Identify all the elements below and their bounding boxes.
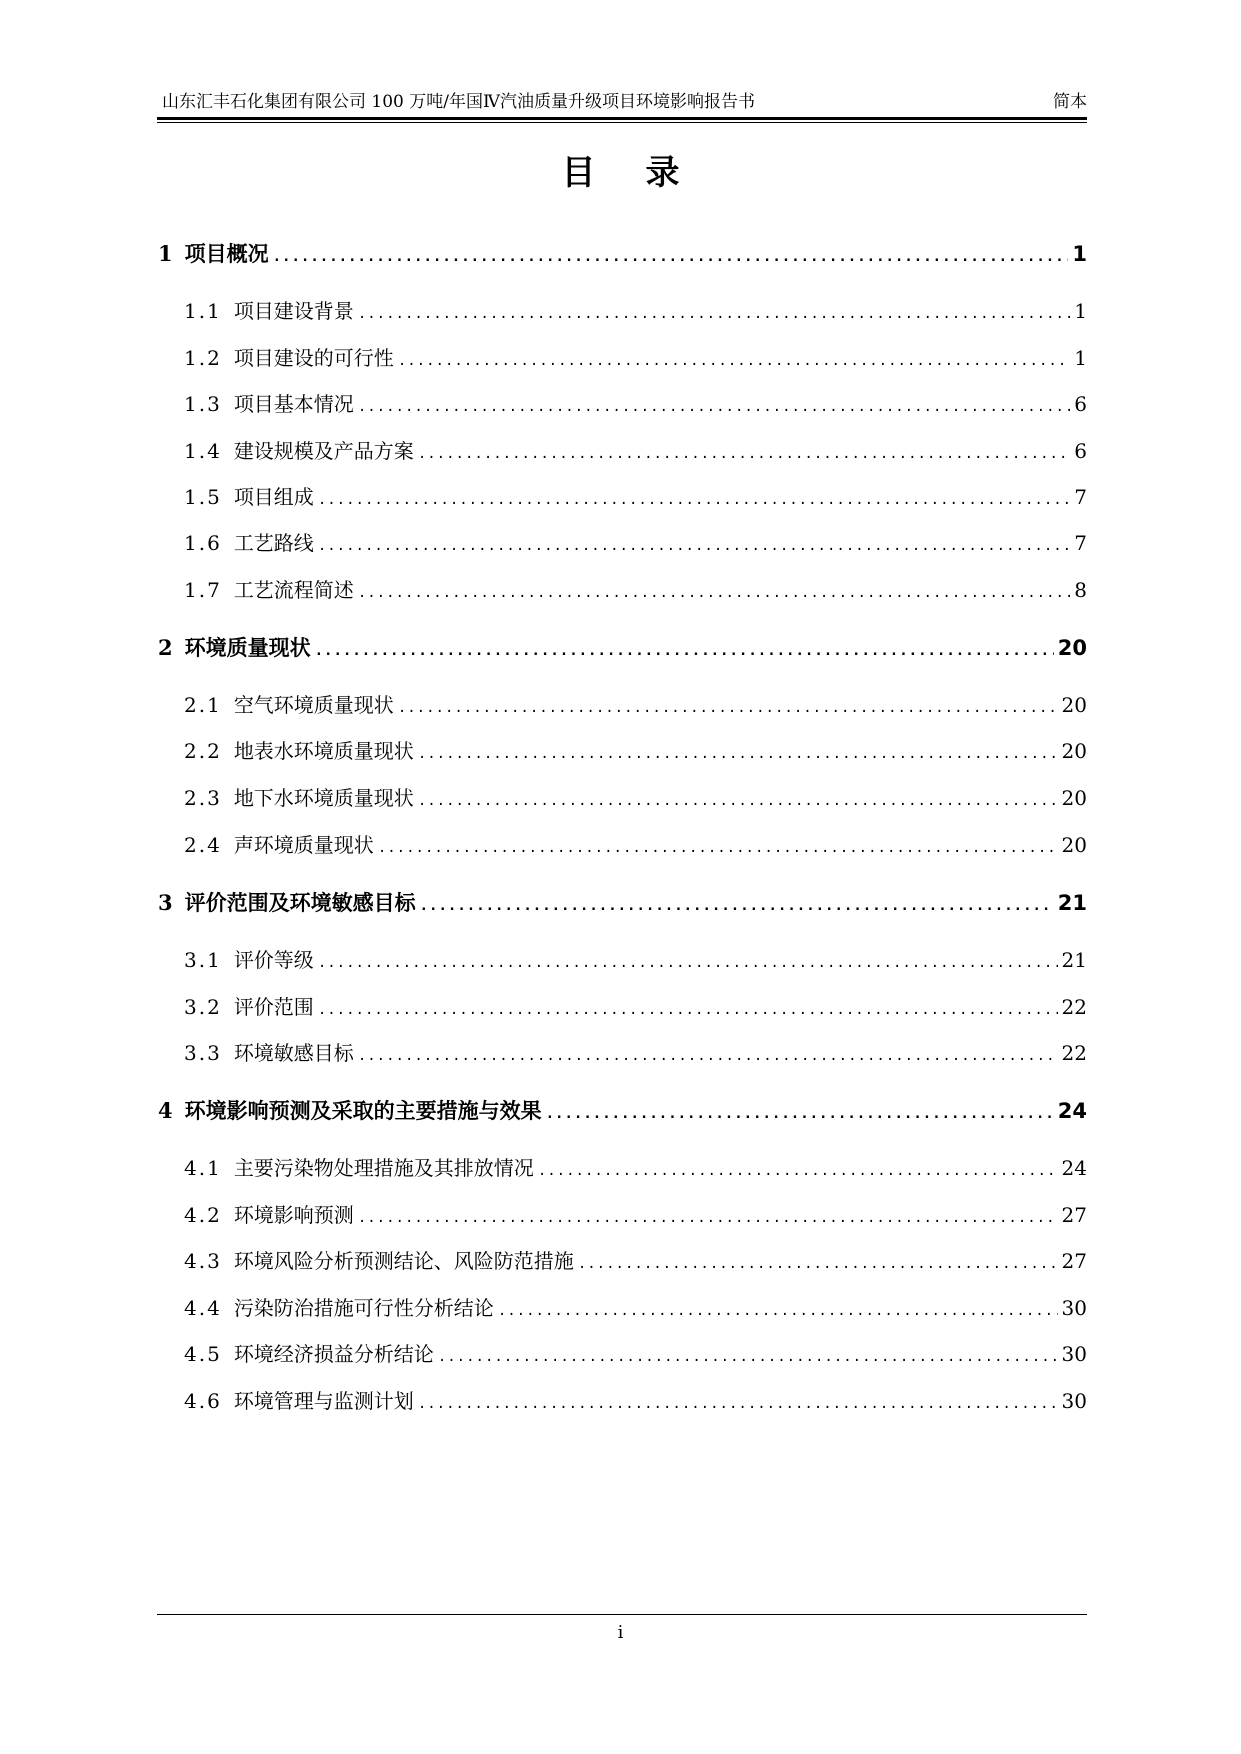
toc-dot-leader — [358, 577, 1070, 609]
toc-chapter-entry[interactable] — [158, 238, 1087, 270]
toc-entry-number: 1 — [158, 241, 173, 266]
toc-entry-title: 环境影响预测及采取的主要措施与效果 — [184, 1099, 542, 1123]
toc-entry-page-number: 1 — [1074, 299, 1087, 323]
toc-dot-leader — [418, 438, 1070, 470]
toc-entry-page-number: 22 — [1061, 1041, 1087, 1065]
toc-entry-page-number: 20 — [1061, 739, 1087, 763]
toc-dot-leader — [358, 391, 1070, 423]
toc-entry-title: 环境影响预测 — [233, 1203, 354, 1227]
toc-entry-title: 项目建设的可行性 — [233, 346, 394, 370]
toc-entry-title: 项目概况 — [184, 242, 269, 266]
toc-entry-page-number: 30 — [1061, 1342, 1087, 1366]
toc-dot-leader — [318, 484, 1070, 516]
toc-section-entry[interactable] — [184, 1385, 1087, 1417]
toc-section-entry[interactable] — [184, 1338, 1087, 1370]
toc-entry-title: 地下水环境质量现状 — [233, 786, 414, 810]
toc-dot-leader — [318, 947, 1058, 979]
toc-entry-title: 项目建设背景 — [233, 299, 354, 323]
toc-dot-leader — [315, 635, 1054, 667]
header-document-title: 山东汇丰石化集团有限公司 100 万吨/年国Ⅳ汽油质量升级项目环境影响报告书 — [162, 92, 755, 112]
toc-entry-page-number: 20 — [1061, 693, 1087, 717]
toc-entry-page-number: 1 — [1072, 242, 1087, 266]
toc-entry-page-number: 8 — [1074, 578, 1087, 602]
toc-section-entry[interactable] — [184, 1292, 1087, 1324]
toc-entry-title: 空气环境质量现状 — [233, 693, 394, 717]
toc-entry-number: 2 — [158, 635, 173, 660]
toc-entry-number: 2.4 — [184, 833, 222, 857]
toc-entry-number: 4.6 — [184, 1389, 222, 1413]
toc-chapter-entry[interactable] — [158, 1095, 1087, 1127]
toc-dot-leader — [398, 692, 1058, 724]
toc-section-entry[interactable] — [184, 782, 1087, 814]
toc-entry-number: 1.6 — [184, 531, 222, 555]
toc-section-entry[interactable] — [184, 735, 1087, 767]
page-title: 目录 — [561, 153, 730, 193]
header-rule-thick — [157, 117, 1087, 120]
toc-dot-leader — [358, 1202, 1058, 1234]
toc-entry-page-number: 30 — [1061, 1389, 1087, 1413]
toc-entry-page-number: 21 — [1057, 891, 1087, 915]
toc-entry-title: 项目基本情况 — [233, 392, 354, 416]
toc-section-entry[interactable] — [184, 1152, 1087, 1184]
toc-dot-leader — [378, 832, 1058, 864]
toc-entry-page-number: 27 — [1061, 1249, 1087, 1273]
toc-entry-title: 环境风险分析预测结论、风险防范措施 — [233, 1249, 574, 1273]
page-header — [157, 88, 1087, 116]
toc-entry-number: 4.4 — [184, 1296, 222, 1320]
toc-section-entry[interactable] — [184, 527, 1087, 559]
toc-dot-leader — [538, 1155, 1058, 1187]
toc-entry-page-number: 22 — [1061, 995, 1087, 1019]
toc-entry-page-number: 27 — [1061, 1203, 1087, 1227]
toc-section-entry[interactable] — [184, 342, 1087, 374]
toc-section-entry[interactable] — [184, 1199, 1087, 1231]
toc-entry-number: 2.1 — [184, 693, 222, 717]
toc-dot-leader — [418, 738, 1058, 770]
toc-entry-title: 工艺路线 — [233, 531, 314, 555]
header-rule-thin — [157, 122, 1087, 123]
toc-entry-page-number: 20 — [1057, 636, 1087, 660]
toc-entry-number: 1.1 — [184, 299, 222, 323]
toc-section-entry[interactable] — [184, 991, 1087, 1023]
toc-entry-number: 1.7 — [184, 578, 222, 602]
toc-dot-leader — [318, 530, 1070, 562]
toc-section-entry[interactable] — [184, 944, 1087, 976]
toc-entry-title: 评价等级 — [233, 948, 314, 972]
toc-entry-number: 3.2 — [184, 995, 222, 1019]
toc-entry-page-number: 24 — [1057, 1099, 1087, 1123]
toc-section-entry[interactable] — [184, 388, 1087, 420]
toc-entry-title: 项目组成 — [233, 485, 314, 509]
toc-section-entry[interactable] — [184, 295, 1087, 327]
toc-entry-page-number: 20 — [1061, 786, 1087, 810]
toc-section-entry[interactable] — [184, 574, 1087, 606]
toc-entry-page-number: 20 — [1061, 833, 1087, 857]
toc-entry-number: 3.1 — [184, 948, 222, 972]
toc-entry-number: 3 — [158, 890, 173, 915]
toc-entry-title: 工艺流程简述 — [233, 578, 354, 602]
toc-entry-number: 4.2 — [184, 1203, 222, 1227]
toc-entry-title: 污染防治措施可行性分析结论 — [233, 1296, 494, 1320]
toc-section-entry[interactable] — [184, 435, 1087, 467]
toc-dot-leader — [398, 345, 1070, 377]
toc-entry-title: 环境质量现状 — [184, 636, 311, 660]
toc-section-entry[interactable] — [184, 1245, 1087, 1277]
toc-dot-leader — [418, 785, 1058, 817]
toc-dot-leader — [420, 890, 1054, 922]
toc-entry-number: 4 — [158, 1098, 173, 1123]
toc-entry-number: 1.3 — [184, 392, 222, 416]
toc-dot-leader — [418, 1388, 1058, 1420]
toc-entry-number: 3.3 — [184, 1041, 222, 1065]
toc-chapter-entry[interactable] — [158, 632, 1087, 664]
toc-entry-page-number: 6 — [1074, 439, 1087, 463]
toc-entry-page-number: 7 — [1074, 531, 1087, 555]
toc-entry-number: 4.5 — [184, 1342, 222, 1366]
toc-entry-page-number: 6 — [1074, 392, 1087, 416]
toc-entry-title: 环境经济损益分析结论 — [233, 1342, 434, 1366]
header-edition-label: 简本 — [1053, 92, 1087, 112]
toc-dot-leader — [546, 1098, 1054, 1130]
toc-dot-leader — [358, 298, 1070, 330]
toc-entry-page-number: 21 — [1061, 948, 1087, 972]
toc-section-entry[interactable] — [184, 1037, 1087, 1069]
toc-dot-leader — [318, 994, 1058, 1026]
toc-entry-title: 评价范围 — [233, 995, 314, 1019]
toc-dot-leader — [273, 241, 1069, 273]
toc-entry-title: 评价范围及环境敏感目标 — [184, 891, 416, 915]
toc-dot-leader — [438, 1341, 1058, 1373]
toc-entry-title: 主要污染物处理措施及其排放情况 — [233, 1156, 534, 1180]
toc-entry-number: 2.2 — [184, 739, 222, 763]
toc-entry-number: 4.3 — [184, 1249, 222, 1273]
toc-entry-page-number: 7 — [1074, 485, 1087, 509]
toc-entry-title: 环境敏感目标 — [233, 1041, 354, 1065]
toc-dot-leader — [498, 1295, 1058, 1327]
toc-entry-number: 1.2 — [184, 346, 222, 370]
toc-entry-number: 4.1 — [184, 1156, 222, 1180]
toc-entry-title: 建设规模及产品方案 — [233, 439, 414, 463]
toc-dot-leader — [358, 1040, 1058, 1072]
toc-dot-leader — [578, 1248, 1058, 1280]
toc-section-entry[interactable] — [184, 481, 1087, 513]
footer-page-number: i — [617, 1622, 624, 1643]
toc-entry-number: 2.3 — [184, 786, 222, 810]
toc-entry-page-number: 1 — [1074, 346, 1087, 370]
toc-entry-page-number: 24 — [1061, 1156, 1087, 1180]
footer-rule — [157, 1614, 1087, 1615]
toc-section-entry[interactable] — [184, 829, 1087, 861]
toc-entry-page-number: 30 — [1061, 1296, 1087, 1320]
toc-chapter-entry[interactable] — [158, 887, 1087, 919]
toc-entry-number: 1.5 — [184, 485, 222, 509]
toc-entry-title: 环境管理与监测计划 — [233, 1389, 414, 1413]
toc-entry-title: 声环境质量现状 — [233, 833, 374, 857]
toc-entry-number: 1.4 — [184, 439, 222, 463]
toc-section-entry[interactable] — [184, 689, 1087, 721]
toc-entry-title: 地表水环境质量现状 — [233, 739, 414, 763]
